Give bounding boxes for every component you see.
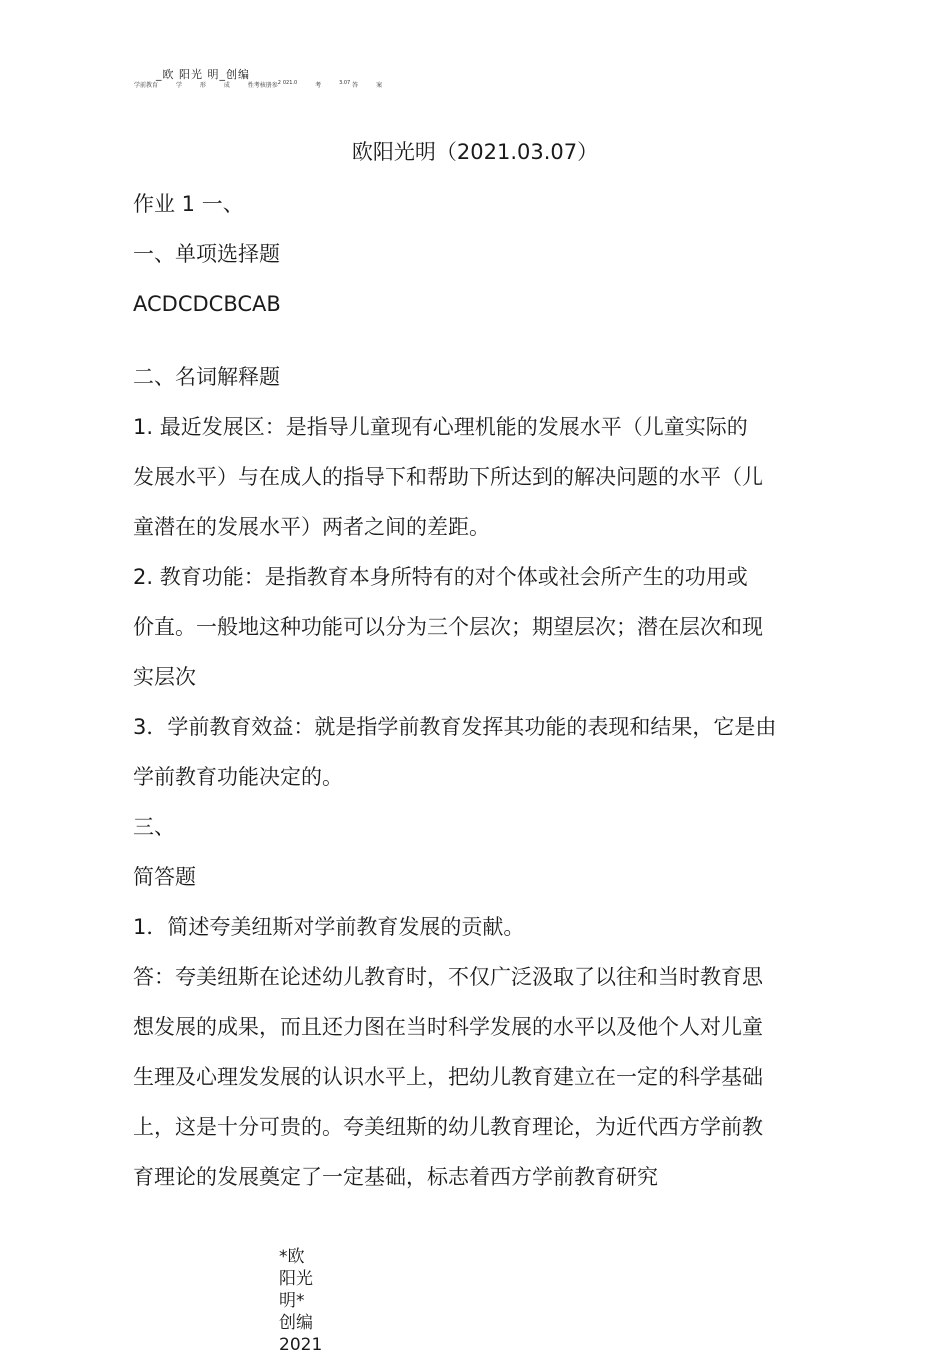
- header-sub-2: 形: [199, 82, 206, 89]
- content-line: 实层次: [133, 665, 196, 689]
- header-sub-0: 学前教育: [134, 82, 159, 89]
- header-sub-3: 成: [223, 82, 230, 89]
- content-line: 1. 最近发展区：是指导儿童现有心理机能的发展水平（儿童实际的: [133, 415, 748, 439]
- content-line: 想发展的成果，而且还力图在当时科学发展的水平以及他个人对儿童: [133, 1015, 763, 1039]
- content-line: 价直。一般地这种功能可以分为三个层次；期望层次；潜在层次和现: [133, 615, 763, 639]
- content-line: 育理论的发展奠定了一定基础，标志着西方学前教育研究: [133, 1165, 658, 1189]
- footer-line: 阳光: [279, 1269, 313, 1289]
- content-line: 简答题: [133, 865, 196, 889]
- header-sub-6: $^{3.07}$ 答: [339, 80, 359, 89]
- header-sub-7: 案: [376, 82, 383, 89]
- content-line: 童潜在的发展水平）两者之间的差距。: [133, 515, 490, 539]
- content-line: ACDCDCBCAB: [133, 292, 281, 316]
- content-line: 一、单项选择题: [133, 242, 280, 266]
- content-line: 1．简述夸美纽斯对学前教育发展的贡献。: [133, 915, 525, 939]
- header-date-1: 021.0: [282, 80, 298, 86]
- header-date-0: 2: [277, 80, 281, 86]
- footer-line: 创编: [279, 1313, 313, 1333]
- content-line: 2. 教育功能：是指教育本身所特有的对个体或社会所产生的功用或: [133, 565, 748, 589]
- footer-line: 明*: [279, 1291, 305, 1311]
- header-sub-5: 考: [315, 82, 322, 89]
- footer-line: 2021: [279, 1335, 323, 1355]
- content-line: 上，这是十分可贵的。夸美纽斯的幼儿教育理论，为近代西方学前教: [133, 1115, 763, 1139]
- content-line: 3．学前教育效益：就是指学前教育发挥其功能的表现和结果，它是由: [133, 715, 777, 739]
- page-title: 欧阳光明（2021.03.07）: [351, 140, 599, 164]
- footer-watermark: [279, 1246, 323, 1356]
- content-line: 作业 1 一、: [133, 192, 244, 216]
- header-sub-1: 学: [175, 82, 182, 89]
- header-author-line: _欧 阳光 明_创编: [156, 68, 250, 81]
- content-line: 二、名词解释题: [133, 365, 280, 389]
- footer-line: *欧: [279, 1247, 305, 1267]
- header-sub-line: [134, 80, 398, 89]
- header-date-2: 3.07: [339, 80, 351, 86]
- content-line: 三、: [133, 815, 175, 839]
- header-sub-4: 性考核册参$^2$ $^{021.0}$: [247, 80, 298, 89]
- content-line: 生理及心理发发展的认识水平上，把幼儿教育建立在一定的科学基础: [133, 1065, 763, 1089]
- content-line: 答：夸美纽斯在论述幼儿教育时，不仅广泛汲取了以往和当时教育思: [133, 965, 763, 989]
- content-line: 学前教育功能决定的。: [133, 765, 343, 789]
- content-line: 发展水平）与在成人的指导下和帮助下所达到的解决问题的水平（儿: [133, 465, 763, 489]
